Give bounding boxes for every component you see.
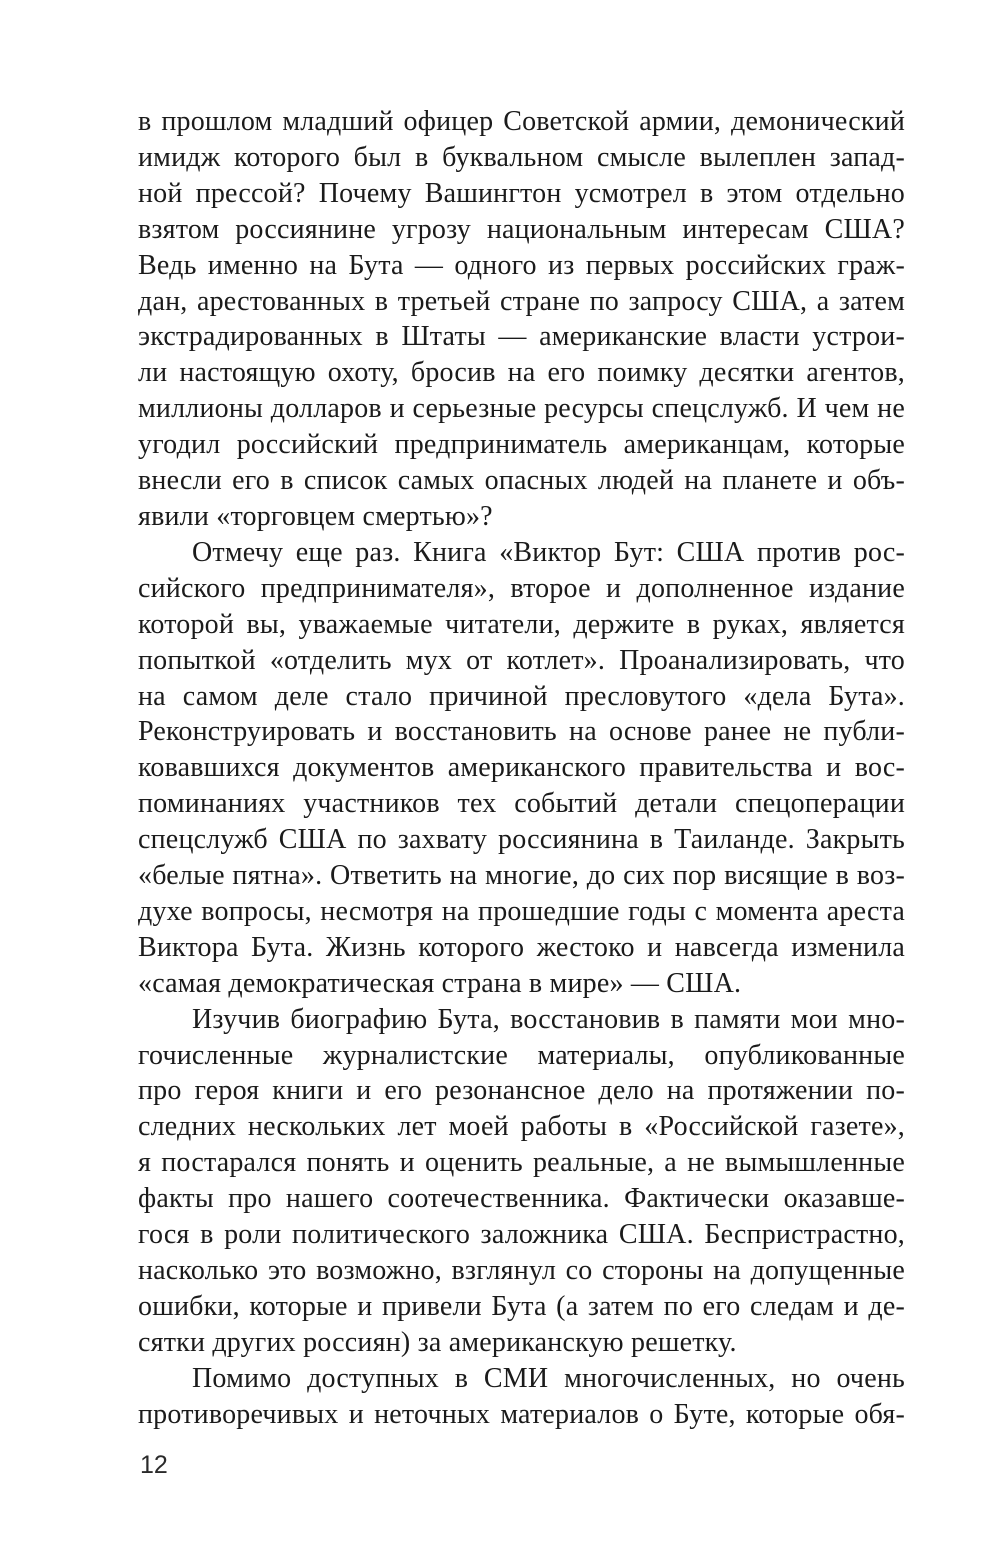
text-line: я постарался понять и оценить реальные, а не вымышленные: [138, 1147, 905, 1179]
text-line: внесли его в список самых опасных людей на планете и объ-: [138, 465, 905, 497]
text-line: сятки других россиян) за американскую решетку.: [138, 1326, 737, 1358]
text-line: «самая демократическая страна в мире» — США.: [138, 967, 742, 999]
text-line: ной прессой? Почему Вашингтон усмотрел в этом отдельно: [138, 177, 905, 209]
text-line: духе вопросы, несмотря на прошедшие годы с момента ареста: [138, 895, 905, 927]
text-line: которой вы, уважаемые читатели, держите в руках, является: [138, 608, 905, 640]
text-line: сийского предпринимателя», второе и дополненное издание: [138, 572, 905, 604]
text-line: угодил российский предприниматель американцам, которые: [138, 429, 905, 461]
text-line: «белые пятна». Ответить на многие, до сих пор висящие в воз-: [138, 860, 905, 892]
text-line: на самом деле стало причиной пресловутого «дела Бута».: [138, 680, 905, 712]
text-line: дан, арестованных в третьей стране по запросу США, а затем: [138, 285, 905, 317]
text-line: насколько это возможно, взглянул со стороны на допущенные: [138, 1255, 905, 1286]
text-line: гочисленные журналистские материалы, опубликованные: [138, 1039, 905, 1071]
text-line: явили «торговцем смертью»?: [138, 500, 493, 532]
text-line: ошибки, которые и привели Бута (а затем по его следам и де-: [138, 1290, 905, 1322]
text-line: спецслужб США по захвату россиянина в Таиланде. Закрыть: [138, 824, 905, 856]
text-line: Реконструировать и восстановить на основе ранее не публи-: [138, 716, 905, 748]
text-line: факты про нашего соотечественника. Фактически оказавше-: [138, 1183, 905, 1215]
text-line: попыткой «отделить мух от котлет». Проанализировать, что: [138, 644, 905, 676]
text-line: следних нескольких лет моей работы в «Российской газете»,: [138, 1111, 905, 1143]
text-line: ли настоящую охоту, бросив на его поимку десятки агентов,: [138, 357, 905, 389]
text-line: имидж которого был в буквальном смысле вылеплен запад-: [138, 141, 905, 173]
text-line: взятом россиянине угрозу национальным интересам США?: [138, 213, 905, 245]
text-line: про героя книги и его резонансное дело на протяжении по-: [138, 1075, 905, 1107]
text-line: ковавшихся документов американского правительства и вос-: [138, 752, 905, 784]
text-line: Отмечу еще раз. Книга «Виктор Бут: США против рос-: [192, 536, 905, 568]
text-line: Виктора Бута. Жизнь которого жестоко и навсегда изменила: [138, 931, 905, 963]
text-line: гося в роли политического заложника США. Беспристрастно,: [138, 1219, 905, 1251]
text-line: экстрадированных в Штаты — американские власти устрои-: [138, 321, 905, 353]
page-number: 12: [140, 1451, 168, 1479]
text-line: Ведь именно на Бута — одного из первых российских граж-: [138, 249, 905, 281]
text-line: поминаниях участников тех событий детали спецоперации: [138, 788, 905, 820]
text-line: Изучив биографию Бута, восстановив в памяти мои мно-: [192, 1003, 905, 1035]
text-block: [138, 104, 905, 1433]
text-line: Помимо доступных в СМИ многочисленных, но очень: [192, 1362, 905, 1394]
text-line: противоречивых и неточных материалов о Буте, которые обя-: [138, 1398, 905, 1430]
text-line: в прошлом младший офицер Советской армии, демонический: [138, 106, 905, 137]
text-line: миллионы долларов и серьезные ресурсы спецслужб. И чем не: [138, 393, 905, 425]
